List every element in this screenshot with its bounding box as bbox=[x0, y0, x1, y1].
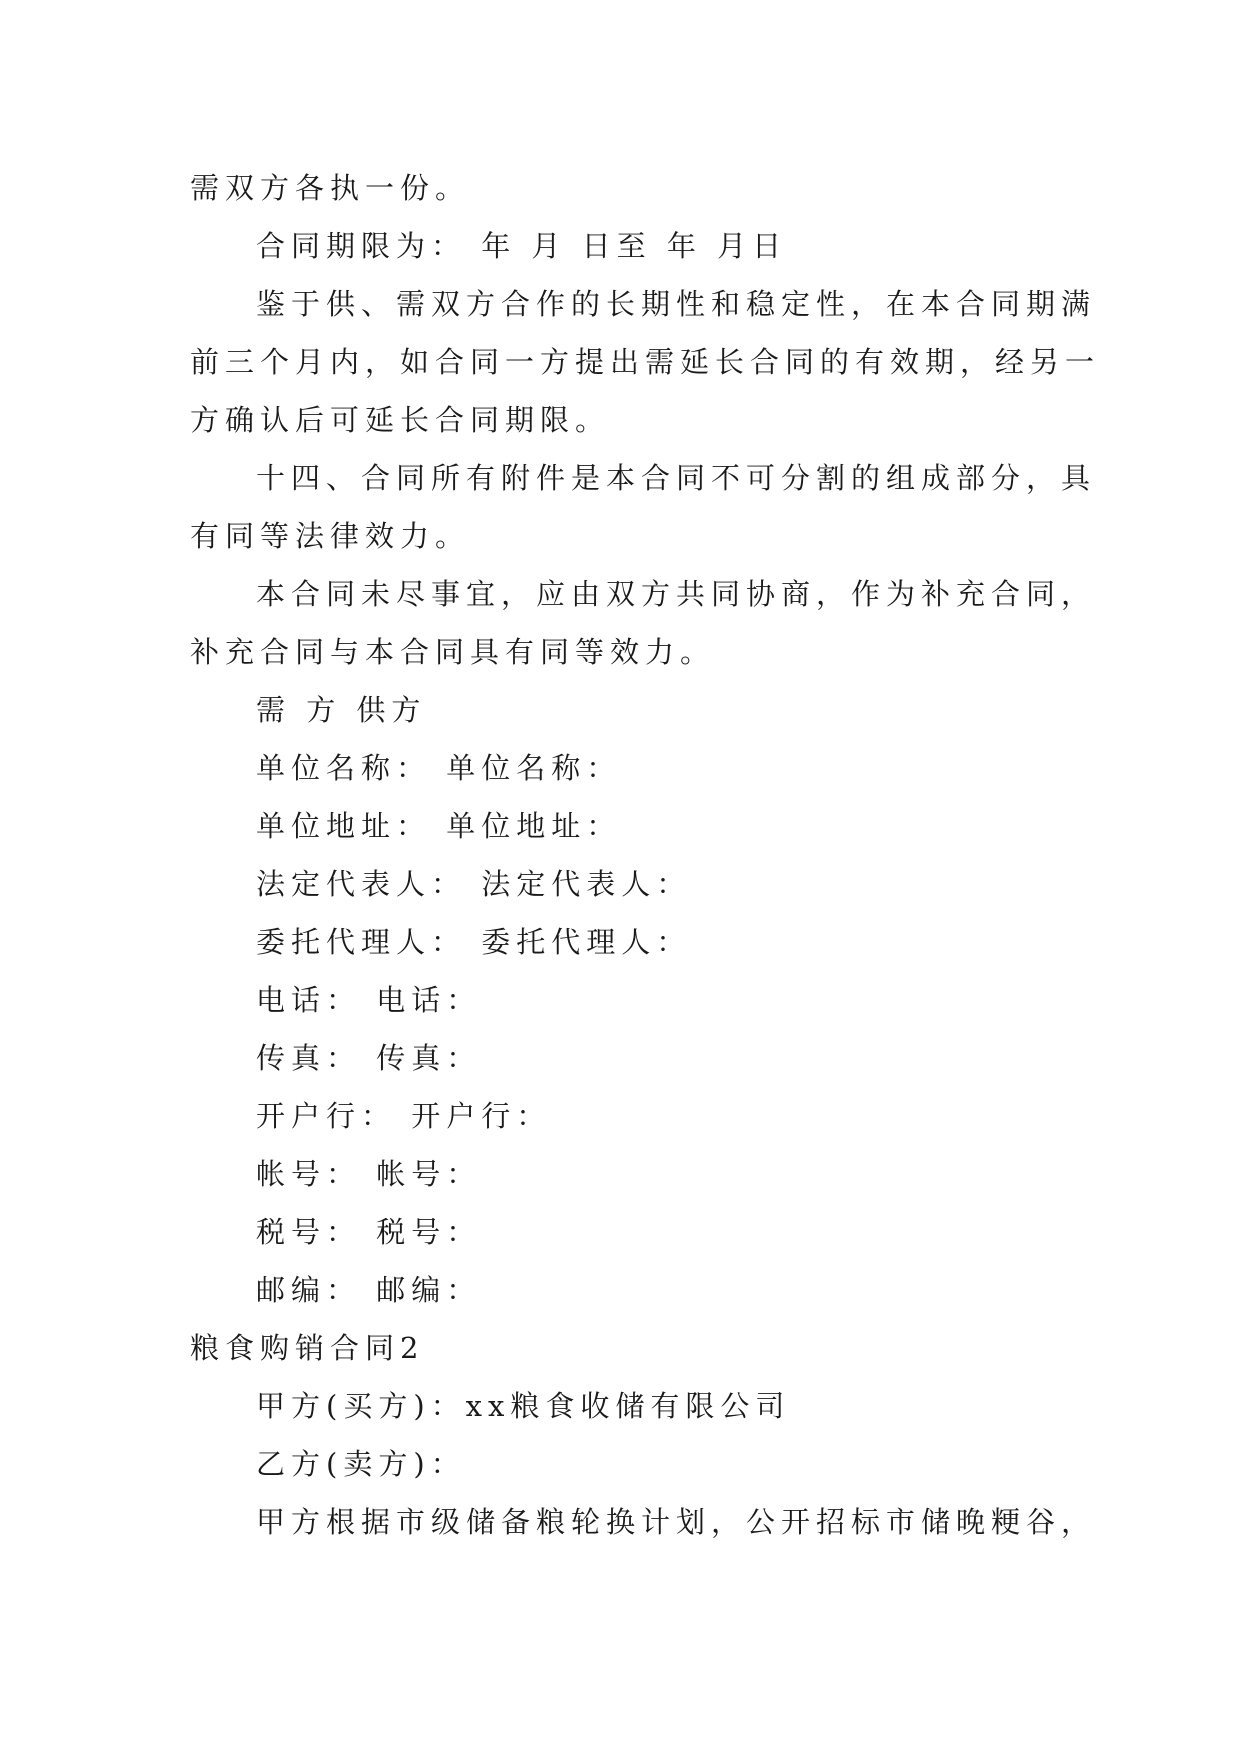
text-line-plan: 甲方根据市级储备粮轮换计划，公开招标市储晚粳谷， bbox=[256, 1505, 1097, 1539]
text-line-bank: 开户行： 开户行： bbox=[256, 1099, 552, 1133]
text-line-clause-14-1: 十四、合同所有附件是本合同不可分割的组成部分，具 bbox=[256, 461, 1097, 495]
text-line-party-a: 甲方(买方)：xx粮食收储有限公司 bbox=[256, 1389, 791, 1423]
text-line-extension-2: 前三个月内，如合同一方提出需延长合同的有效期，经另一 bbox=[190, 345, 1101, 379]
text-line-unit-address: 单位地址： 单位地址： bbox=[256, 809, 622, 843]
text-line-agent: 委托代理人： 委托代理人： bbox=[256, 925, 692, 959]
text-line-party-b: 乙方(卖方)： bbox=[256, 1447, 466, 1481]
text-line-extension-3: 方确认后可延长合同期限。 bbox=[190, 403, 611, 437]
text-line-contract-term: 合同期限为： 年 月 日至 年 月日 bbox=[256, 229, 788, 263]
text-line-parties: 需 方 供方 bbox=[256, 693, 427, 727]
section-title: 粮食购销合同2 bbox=[190, 1331, 425, 1365]
text-line-copies: 需双方各执一份。 bbox=[190, 171, 471, 205]
text-line-unit-name: 单位名称： 单位名称： bbox=[256, 751, 622, 785]
text-line-legal-rep: 法定代表人： 法定代表人： bbox=[256, 867, 692, 901]
text-line-account: 帐号： 帐号： bbox=[256, 1157, 482, 1191]
text-line-fax: 传真： 传真： bbox=[256, 1041, 482, 1075]
text-line-extension-1: 鉴于供、需双方合作的长期性和稳定性，在本合同期满 bbox=[256, 287, 1097, 321]
text-line-clause-14-2: 有同等法律效力。 bbox=[190, 519, 471, 553]
text-line-supplement-1: 本合同未尽事宜，应由双方共同协商，作为补充合同， bbox=[256, 577, 1097, 611]
text-line-postcode: 邮编： 邮编： bbox=[256, 1273, 482, 1307]
text-line-tax-id: 税号： 税号： bbox=[256, 1215, 482, 1249]
text-line-supplement-2: 补充合同与本合同具有同等效力。 bbox=[190, 635, 716, 669]
text-line-phone: 电话： 电话： bbox=[256, 983, 482, 1017]
